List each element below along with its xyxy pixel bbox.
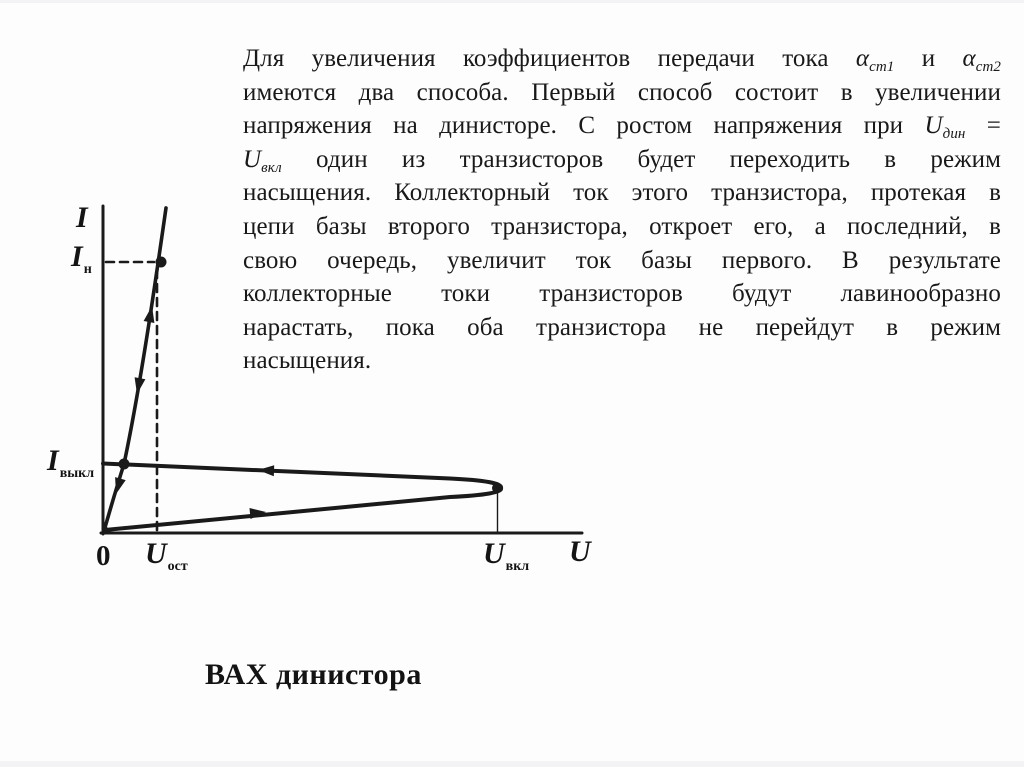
- label-text: U: [483, 537, 505, 570]
- i-n-point: [156, 257, 167, 268]
- variable-symbol: U: [243, 145, 262, 173]
- variable-subscript: ст2: [975, 59, 1001, 75]
- label-subscript: н: [83, 262, 92, 277]
- i-n-label: [71, 242, 92, 277]
- paragraph-line: коллекторные токи транзисторов будут лавинообразно: [243, 280, 1001, 308]
- arrow-down-below-ivykl: [115, 477, 126, 494]
- variable-symbol: α: [962, 45, 976, 72]
- i-vykl-point: [119, 459, 130, 470]
- label-text: 0: [96, 540, 111, 572]
- origin-label: [96, 541, 111, 576]
- y-axis-label: [76, 203, 88, 238]
- label-subscript: ост: [167, 559, 188, 574]
- i-vykl-label: [47, 446, 94, 481]
- paragraph-line: напряжения на динисторе. С ростом напряжения при $U_{дин}$ =: [243, 112, 1001, 143]
- top-border: [0, 0, 1024, 3]
- paragraph-line: нарастать, пока оба транзистора не перейдут в режим: [243, 313, 1001, 341]
- arrow-left-return-branch: [258, 465, 274, 476]
- label-text: U: [145, 537, 167, 570]
- variable-subscript: дин: [942, 126, 966, 143]
- turnover-point: [492, 483, 502, 493]
- x-axis-label: [569, 537, 591, 572]
- u-vkl-label: [483, 539, 529, 574]
- paragraph-line: насыщения. Коллекторный ток этого транзистора, протекая в: [243, 179, 1001, 207]
- origin-point: [102, 527, 109, 534]
- off-state-hairpin: [103, 464, 501, 531]
- variable-symbol: U: [924, 112, 943, 140]
- figure-caption: ВАХ динистора: [205, 658, 422, 691]
- label-text: I: [71, 240, 83, 273]
- label-text: U: [569, 535, 591, 568]
- bottom-border: [0, 761, 1024, 767]
- paragraph-line: $U_{вкл}$ один из транзисторов будет переходить в режим: [243, 145, 1001, 176]
- label-text: I: [76, 201, 88, 234]
- u-ost-label: [145, 539, 188, 574]
- variable-symbol: α: [855, 45, 870, 72]
- paragraph-line: цепи базы второго транзистора, откроет его, а последний, в: [243, 212, 1001, 240]
- paragraph-line: насыщения.: [243, 347, 372, 375]
- variable-subscript: вкл: [261, 159, 282, 176]
- label-subscript: выкл: [59, 466, 95, 481]
- label-subscript: вкл: [505, 559, 530, 574]
- paragraph-line: свою очередь, увеличит ток базы первого. В результате: [243, 246, 1001, 274]
- paragraph-line: имеются два способа. Первый способ состоит в увеличении: [243, 78, 1001, 106]
- variable-subscript: ст1: [869, 59, 895, 75]
- label-text: I: [47, 444, 59, 477]
- paragraph-line: Для увеличения коэффициентов передачи тока $\alpha_{ст1}$ и $\alpha_{ст2}$: [243, 45, 1001, 75]
- dinistor-iv-curve-figure: [40, 195, 610, 590]
